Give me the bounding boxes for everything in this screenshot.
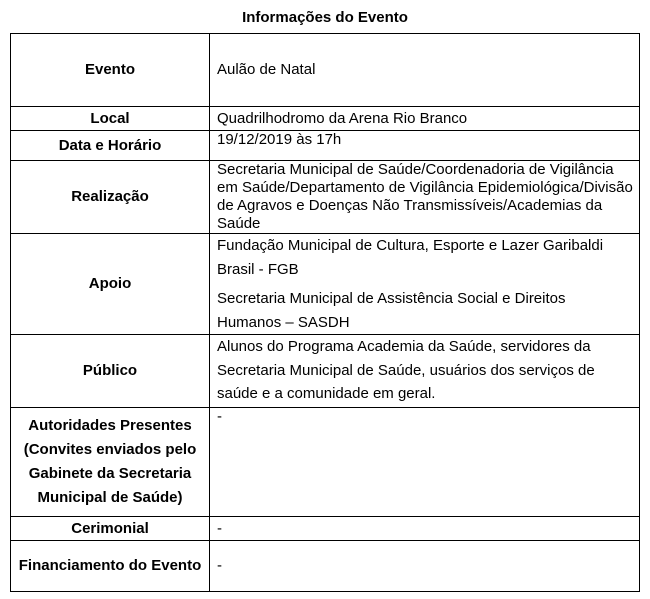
table-row-evento: [11, 34, 640, 107]
table-row-publico: [11, 335, 640, 408]
table-row-local: [11, 107, 640, 131]
document-title: Informações do Evento: [242, 9, 408, 26]
financiamento-value: -: [210, 541, 640, 592]
data-value: 19/12/2019 às 17h: [210, 131, 640, 161]
table-row-data: [11, 131, 640, 161]
realizacao-value: Secretaria Municipal de Saúde/Coordenadoria de Vigilância em Saúde/Departamento de Vigilância Epidemiológica/Divisão de Agravos e Doenças Não Transmissíveis/Academias da Saúde: [210, 161, 640, 234]
local-label: Local: [11, 107, 210, 131]
table-row-realizacao: [11, 161, 640, 234]
table-row-cerimonial: [11, 517, 640, 541]
cerimonial-label: Cerimonial: [11, 517, 210, 541]
table-row-apoio: [11, 234, 640, 335]
apoio-value-2: Secretaria Municipal de Assistência Social e Direitos Humanos – SASDH: [217, 290, 566, 331]
data-label: Data e Horário: [11, 131, 210, 161]
local-value: Quadrilhodromo da Arena Rio Branco: [210, 107, 640, 131]
event-info-table: [10, 33, 640, 592]
apoio-value-1: Fundação Municipal de Cultura, Esporte e Lazer Garibaldi Brasil - FGB: [217, 237, 604, 278]
cerimonial-value: -: [210, 517, 640, 541]
apoio-value: [210, 234, 640, 335]
publico-value: Alunos do Programa Academia da Saúde, servidores da Secretaria Municipal de Saúde, usuários dos serviços de saúde e a comunidade em geral.: [210, 335, 640, 408]
evento-label: Evento: [11, 34, 210, 107]
apoio-label: Apoio: [11, 234, 210, 335]
publico-label: Público: [11, 335, 210, 408]
autoridades-label: Autoridades Presentes (Convites enviados pelo Gabinete da Secretaria Municipal de Saúde): [11, 408, 210, 517]
evento-value: Aulão de Natal: [210, 34, 640, 107]
table-row-financiamento: [11, 541, 640, 592]
autoridades-value: -: [210, 408, 640, 517]
realizacao-label: Realização: [11, 161, 210, 234]
financiamento-label: Financiamento do Evento: [11, 541, 210, 592]
table-row-autoridades: [11, 408, 640, 517]
